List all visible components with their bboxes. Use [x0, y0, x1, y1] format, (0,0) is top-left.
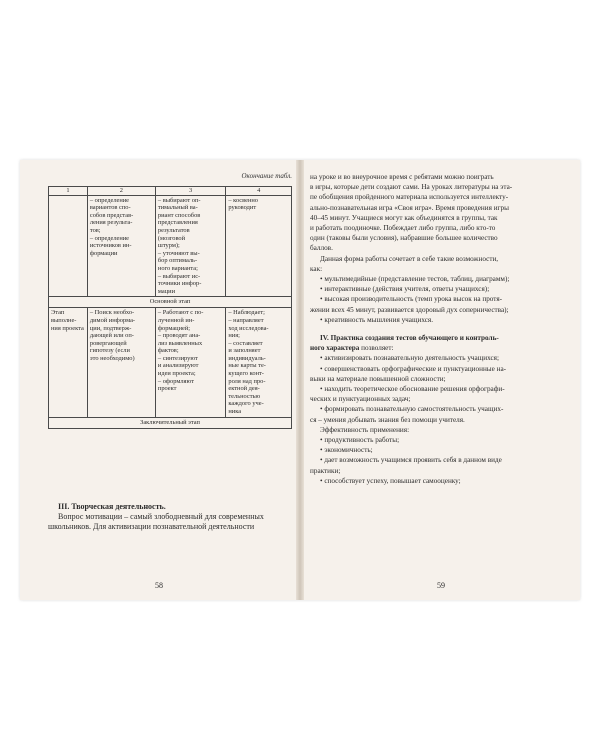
- table-cell-empty: [49, 195, 88, 297]
- text-line: ально-познавательная игра «Своя игра». Время проведения игры: [310, 203, 509, 212]
- bullet-item: • продуктивность работы;: [320, 436, 400, 445]
- text-line: баллов.: [310, 244, 333, 253]
- bullet-item: • дает возможность учащимся проявить себя в данном виде: [320, 456, 502, 465]
- table-row: [49, 195, 292, 297]
- left-page: [20, 160, 298, 600]
- column-number: 3: [155, 187, 225, 196]
- text-line: как:: [310, 264, 323, 273]
- table-cell: – Работают с по- лученной ин- формацией; – проводят ана- лиз выявленных фактов; – синтезируют и анализируют идеи проекта; – оформляют проект: [155, 308, 225, 417]
- bullet-item: • находить теоретическое обоснование решения орфографи-: [320, 385, 505, 394]
- section-heading-rest: позволяет:: [359, 344, 394, 353]
- right-page: [302, 160, 580, 600]
- bullet-item: • экономичность;: [320, 446, 373, 455]
- column-number: 1: [49, 187, 88, 196]
- table-cell: – Наблюдает; – направляет ход исследова- ния; – составляет и заполняет индивидуаль- ные карты те- кущего конт- роля над про- ектной дея- тельностью каждого уче- ника: [226, 308, 292, 417]
- bullet-item: • креативность мышления учащихся.: [320, 315, 434, 324]
- left-body-text: [48, 502, 292, 532]
- table-cell: – косвенно руководит: [226, 195, 292, 297]
- text-line: один (таковы были условия), набравшие большее количество: [310, 234, 498, 243]
- page-number: 58: [155, 581, 163, 590]
- text-line: в игры, которые дети создают сами. На уроках литературы на эта-: [310, 183, 513, 192]
- table-cell: – Поиск необхо- димой информа- ции, подтверж- дающей или оп- ровергающей гипотезу (если это необходимо): [87, 308, 155, 417]
- bullet-item: • интерактивные (действия учителя, ответы учащихся);: [320, 285, 490, 294]
- column-number: 4: [226, 187, 292, 196]
- text-line: пе обобщения пройденного материала используется интеллекту-: [310, 193, 509, 202]
- column-number: 2: [87, 187, 155, 196]
- book-spread: [20, 160, 580, 600]
- table-row: [49, 308, 292, 417]
- bullet-item: • высокая производительность (темп урока высок на протя-: [320, 295, 503, 304]
- bullet-item: • мультимедийные (представление тестов, таблиц, диаграмм);: [320, 275, 510, 284]
- project-stages-table: [48, 186, 292, 429]
- right-body-text: [310, 172, 572, 486]
- text-line: 40–45 минут. Учащиеся могут как объединятся в группы, так: [310, 213, 498, 222]
- bullet-item: • совершенствовать орфографические и пунктуационные на-: [320, 364, 507, 373]
- stage-row-final: [49, 417, 292, 428]
- bullet-item: • формировать познавательную самостоятельность учащих-: [320, 405, 504, 414]
- stage-label: Заключительный этап: [49, 417, 292, 428]
- bullet-item-continuation: жении всех 45 минут, развивается здоровый дух соперничества);: [310, 305, 509, 314]
- bullet-item: • способствует успеху, повышает самооценку;: [320, 476, 461, 485]
- bullet-item-continuation: ческих и пунктуационных задач;: [310, 395, 411, 404]
- stage-row-main: [49, 297, 292, 308]
- table-cell: Этап выполне- ния проекта: [49, 308, 88, 417]
- table-cell: – выбирают оп- тимальный ва- риант способов представления результатов (мозговой штурм); – уточняют вы- бор оптималь- ного варианта; – выбирают ис- точники инфор- мации: [155, 195, 225, 297]
- section-heading: III. Творческая деятельность.: [58, 502, 166, 511]
- section-heading-continuation: [310, 343, 572, 353]
- table-header-row: [49, 187, 292, 196]
- stage-label: Основной этап: [49, 297, 292, 308]
- table-cell: – определение вариантов спо- собов представ- ления результа- тов; – определение источников ин- формации: [87, 195, 155, 297]
- text-line: Данная форма работы сочетает в себе такие возможности,: [320, 254, 499, 263]
- text-line: на уроке и во внеурочное время с ребятами можно поиграть: [310, 173, 494, 181]
- section-heading-bold: ного характера: [310, 344, 360, 353]
- paragraph-line: школьников. Для активизации познавательной деятельности: [48, 522, 255, 531]
- bullet-item: • активизировать познавательную деятельность учащихся;: [320, 354, 499, 363]
- page-number: 59: [437, 581, 445, 590]
- text-line: Эффективность применения:: [320, 425, 410, 434]
- section-heading: IV. Практика создания тестов обучающего и контроль-: [320, 334, 499, 343]
- bullet-item-continuation: выки на материале повышенной сложности;: [310, 374, 446, 383]
- table-continuation-label: Окончание табл.: [241, 172, 292, 180]
- bullet-item-continuation: практики;: [310, 466, 341, 475]
- paragraph-line: Вопрос мотивации – самый злободневный для современных: [58, 512, 264, 521]
- text-line: и работать поодиночке. Побеждает либо группа, либо кто-то: [310, 224, 496, 233]
- bullet-item-continuation: ся – умения добывать знания без помощи учителя.: [310, 415, 465, 424]
